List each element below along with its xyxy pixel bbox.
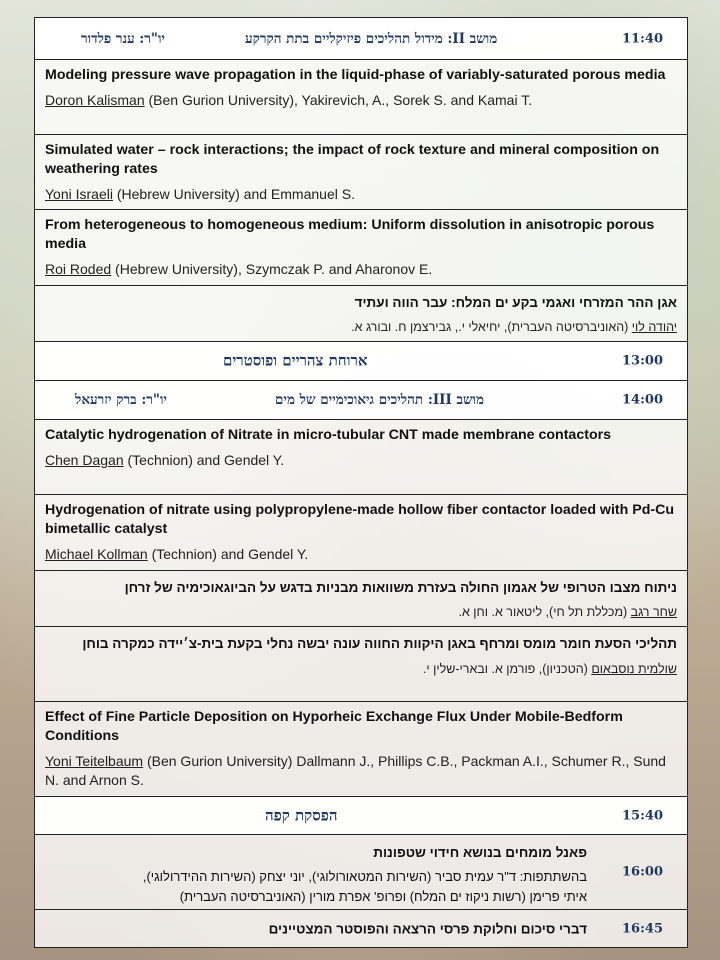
- co-authors: (Technion) and Gendel Y.: [147, 546, 309, 562]
- session-3-title: מושב III: תהליכים גיאוכימיים של מים: [275, 392, 484, 408]
- talk-authors: [45, 752, 677, 790]
- lunch-break-row: [35, 341, 687, 380]
- presenter-name: Chen Dagan: [45, 452, 124, 468]
- schedule-table: [34, 17, 688, 948]
- co-authors: (הטכניון), פורמן א. ובארי-שלין י.: [422, 662, 592, 676]
- talk-title: From heterogeneous to homogeneous medium: Uniform dissolution in anisotropic porous media: [45, 217, 655, 252]
- panel-block: [27, 843, 587, 907]
- presenter-name: שחר רגב: [630, 605, 677, 619]
- talk-title: Hydrogenation of nitrate using polypropylene-made hollow fiber contactor loaded with Pd-Cu bimetallic catalyst: [45, 502, 675, 537]
- presenter-name: Yoni Teitelbaum: [45, 753, 144, 769]
- talk-authors: [45, 91, 677, 110]
- talk-title: ניתוח מצבו הטרופי של אגמון החולה בעזרת משוואות מבניות בדגש על הביוגאוכימיה של זרחן: [124, 580, 677, 595]
- talk-title: Effect of Fine Particle Deposition on Hyporheic Exchange Flux Under Mobile-Bedform Conditions: [45, 709, 623, 744]
- coffee-break-row: [35, 796, 687, 834]
- presenter-name: שולמית נוסבאום: [591, 662, 677, 676]
- presenter-name: Doron Kalisman: [45, 92, 145, 108]
- session-2-time: 11:40: [622, 31, 663, 46]
- talk-title: Catalytic hydrogenation of Nitrate in micro-tubular CNT made membrane contactors: [45, 427, 612, 443]
- talk-title: Modeling pressure wave propagation in the liquid-phase of variably-saturated porous media: [45, 67, 666, 83]
- presenter-name: Yoni Israeli: [45, 186, 113, 202]
- talk-row-hebrew: [35, 626, 687, 701]
- talk-authors: [45, 451, 677, 470]
- talk-row-hebrew: [35, 570, 687, 626]
- session-3-chair: יו"ר: ברק יזרעאל: [75, 392, 167, 408]
- co-authors: (האוניברסיטה העברית), יחיאלי י., גבירצמן ח. ובורג א.: [351, 320, 632, 334]
- talk-title: Simulated water – rock interactions; the impact of rock texture and mineral composition on weathering rates: [45, 142, 660, 177]
- co-authors: (מכללת תל חי), ליטאור א. וחן א.: [458, 605, 631, 619]
- talk-authors: [45, 603, 677, 622]
- co-authors: (Technion) and Gendel Y.: [123, 452, 285, 468]
- talk-title: אגן ההר המזרחי ואגמי בקע ים המלח: עבר הווה ועתיד: [354, 295, 677, 310]
- talk-authors: [45, 318, 677, 337]
- talk-authors: [45, 545, 677, 564]
- talk-row: [35, 59, 687, 134]
- presenter-name: יהודה לוי: [631, 320, 677, 334]
- talk-row: [35, 701, 687, 796]
- closing-row: [35, 909, 687, 947]
- panel-title: פאנל מומחים בנושא חידוי שטפונות: [373, 845, 587, 860]
- talk-row-hebrew: [35, 285, 687, 341]
- talk-row: [35, 419, 687, 494]
- session-3-time: 14:00: [622, 392, 663, 408]
- co-authors: (Hebrew University), Szymczak P. and Aharonov E.: [111, 261, 433, 277]
- talk-authors: [45, 185, 677, 204]
- co-authors: (Ben Gurion University) Dallmann J., Phillips C.B., Packman A.I., Schumer R., Sund N. and Arnon S.: [45, 753, 666, 788]
- panel-time: 16:00: [622, 864, 663, 880]
- talk-row: [35, 209, 687, 285]
- session-2-title: מושב II: מידול תהליכים פיזיקליים בתת הקרקע: [245, 30, 498, 47]
- lunch-time: 13:00: [622, 353, 663, 369]
- coffee-label: הפסקת קפה: [265, 806, 338, 824]
- session-3-header: [35, 380, 687, 419]
- talk-authors: [45, 660, 677, 679]
- co-authors: (Hebrew University) and Emmanuel S.: [112, 186, 355, 202]
- session-2-header: [35, 18, 687, 59]
- lunch-label: ארוחת צהריים ופוסטרים: [223, 351, 368, 370]
- co-authors: (Ben Gurion University), Yakirevich, A., Sorek S. and Kamai T.: [144, 92, 533, 108]
- talk-authors: [45, 260, 677, 279]
- closing-time: 16:45: [622, 921, 663, 936]
- session-2-chair: יו"ר: ענר פלדור: [81, 30, 165, 47]
- panel-participants-line-1: בהשתתפות: ד"ר עמית סביר (השירות המטאורולוגי), יוני יצחק (השירות ההידרולוגי),: [142, 869, 587, 884]
- panel-row: [35, 834, 687, 909]
- talk-title: תהליכי הסעת חומר מומס ומרחף באגן היקוות החווה עונה יבשה נחלי בקעת בית-צ׳יידה כמקרה בוחן: [82, 636, 677, 651]
- talk-row: [35, 494, 687, 570]
- presenter-name: Roi Roded: [45, 261, 112, 277]
- coffee-time: 15:40: [622, 808, 663, 823]
- panel-participants-line-2: איתי פרימן (רשות ניקוז ים המלח) ופרופ' אפרת מורין (האוניברסיטה העברית): [179, 889, 587, 904]
- closing-label: דברי סיכום וחלוקת פרסי הרצאה והפוסטר המצטיינים: [268, 921, 587, 936]
- presenter-name: Michael Kollman: [45, 546, 148, 562]
- talk-row: [35, 134, 687, 209]
